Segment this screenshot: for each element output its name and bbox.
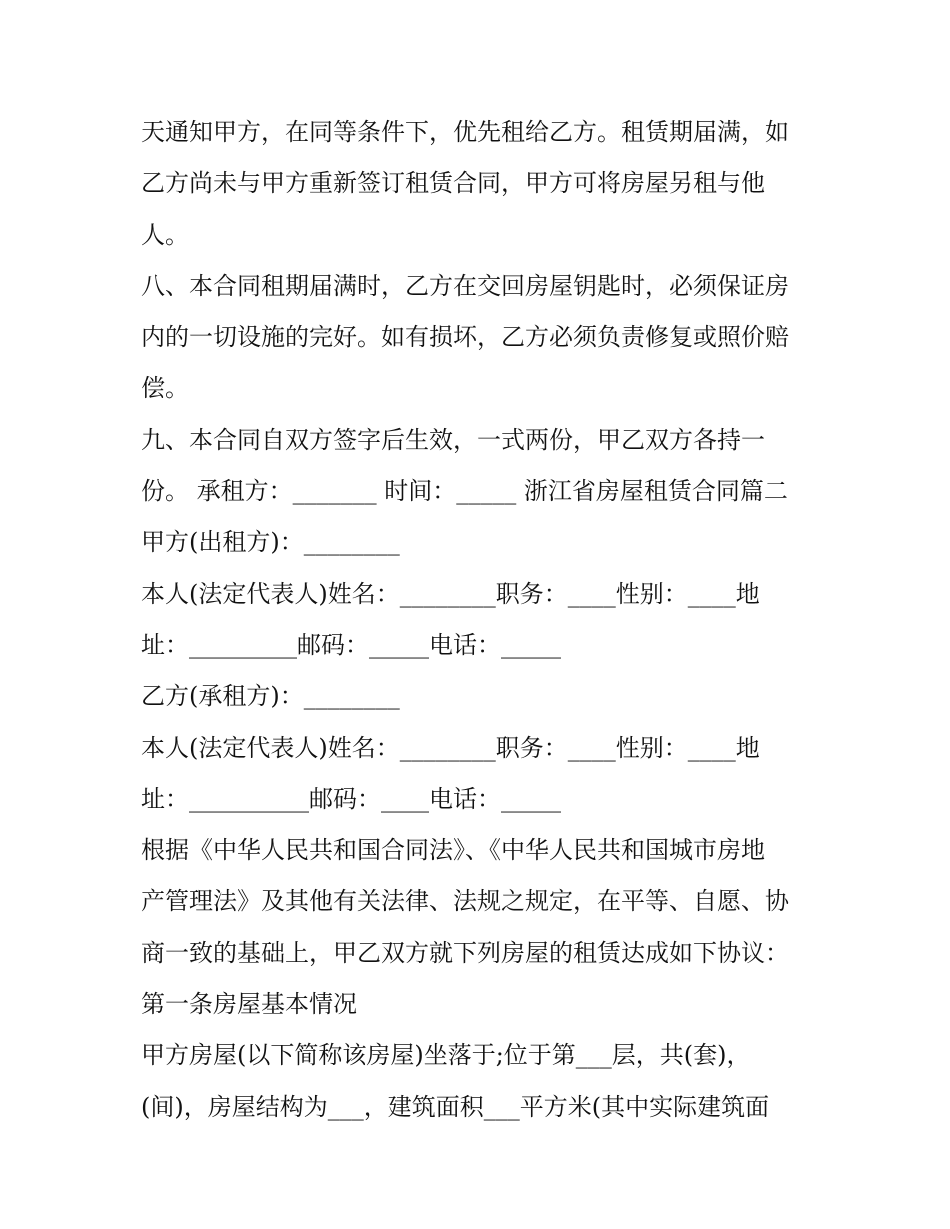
text-line: 址：_________邮码：_____电话：_____ <box>141 630 561 659</box>
text-line: 内的一切设施的完好。如有损坏，乙方必须负责修复或照价赔 <box>141 323 789 352</box>
text-line: 九、本合同自双方签字后生效，一式两份，甲乙双方各持一 <box>141 425 765 454</box>
document-body <box>141 107 821 1133</box>
text-line: 偿。 <box>141 374 189 403</box>
text-line: 乙方尚未与甲方重新签订租赁合同，甲方可将房屋另租与他 <box>141 169 765 198</box>
text-line: 第一条房屋基本情况 <box>141 990 357 1019</box>
text-line: 根据《中华人民共和国合同法》、《中华人民共和国城市房地 <box>141 836 765 865</box>
text-line: (间)，房屋结构为___，建筑面积___平方米(其中实际建筑面 <box>141 1092 770 1121</box>
text-line: 甲方(出租方)：________ <box>141 528 400 557</box>
text-line: 人。 <box>141 220 189 249</box>
text-line: 本人(法定代表人)姓名：________职务：____性别：____地 <box>141 579 760 608</box>
text-line: 甲方房屋(以下简称该房屋)坐落于;位于第___层，共(套)， <box>141 1041 751 1070</box>
text-line: 产管理法》及其他有关法律、法规之规定，在平等、自愿、协 <box>141 887 789 916</box>
text-line: 天通知甲方，在同等条件下，优先租给乙方。租赁期届满，如 <box>141 118 789 146</box>
text-line: 八、本合同租期届满时，乙方在交回房屋钥匙时，必须保证房 <box>141 271 789 300</box>
text-line: 商一致的基础上，甲乙双方就下列房屋的租赁达成如下协议： <box>141 938 789 967</box>
text-line: 乙方(承租方)：________ <box>141 682 400 711</box>
text-line: 址：__________邮码：____电话：_____ <box>141 784 561 813</box>
text-line: 份。 承租方：_______ 时间：_____ 浙江省房屋租赁合同篇二 <box>141 477 788 506</box>
text-line: 本人(法定代表人)姓名：________职务：____性别：____地 <box>141 733 760 762</box>
